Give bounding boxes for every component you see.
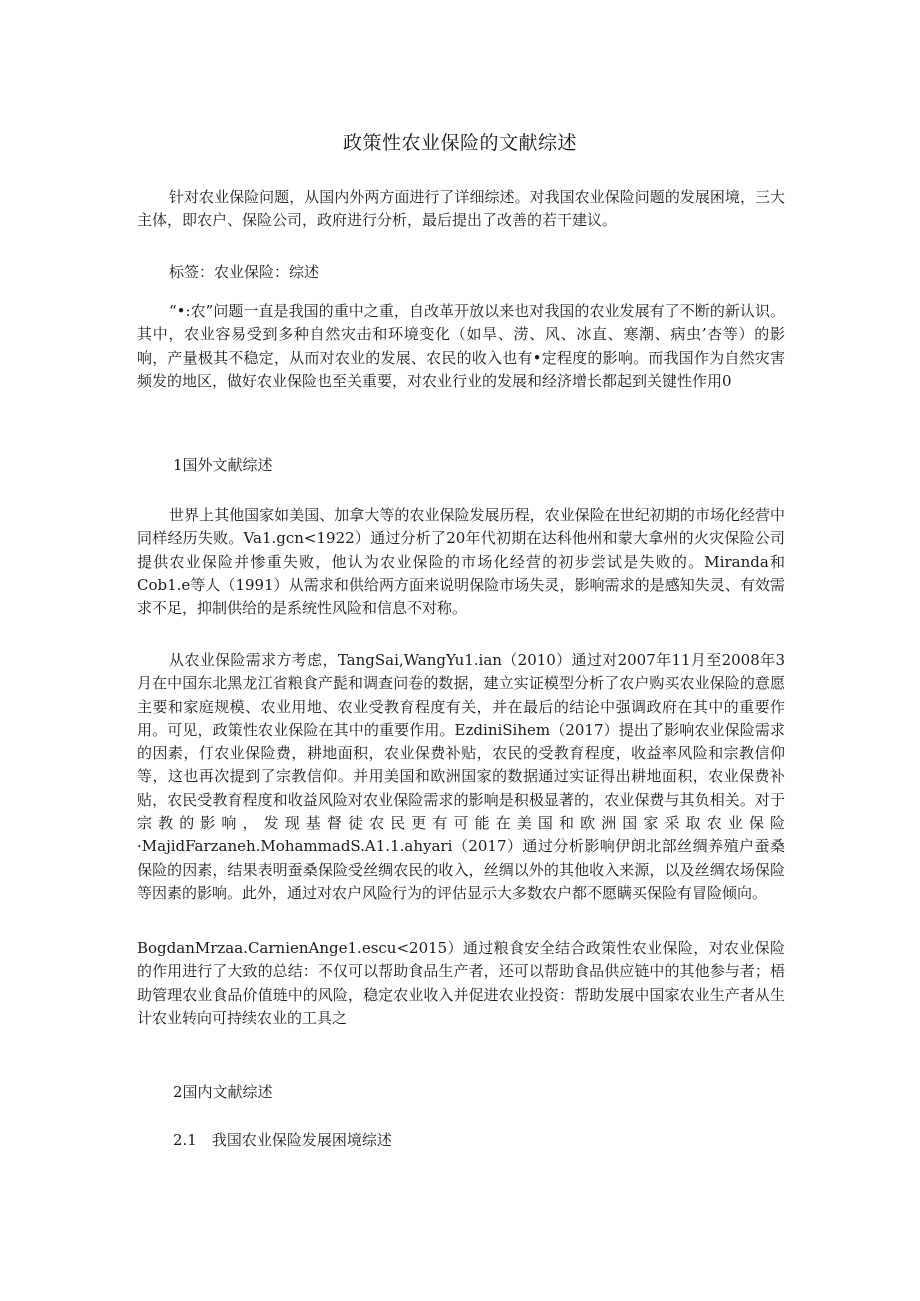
section-1-paragraph-3: BogdanMrzaa.CarnienAnge1.escu<2015）通过粮食安全结合政策性农业保险，对农业保险的作用进行了大致的总结：不仅可以帮助食品生产者，还可以帮助食品供应链中的其他参与者；梧助管理农业食品价值琏中的风险，稳定农业收入并促进农业投资：帮助发展中国家农业生产者从生计农业转向可持续农业的工具之 (137, 939, 785, 1027)
keywords-line: 标签：农业保险：综述 (169, 263, 320, 281)
abstract-paragraph: 针对农业保险问题，从国内外两方面进行了详细综述。对我国农业保险问题的发展困境，三大主体，即农户、保险公司，政府进行分析，最后提出了改善的若干建议。 (137, 188, 785, 230)
section-1-heading: 1国外文献综述 (173, 456, 273, 474)
section-2-heading: 2国内文献综述 (173, 1083, 273, 1101)
section-1-paragraph-2: 从农业保险需求方考虑，TangSai,WangYu1.ian（2010）通过对2007年11月至2008年3月在中国东北黑龙江省粮食产髭和调查问卷的数据，建立实证模型分析了农户购买农业保险的意愿主要和家庭规模、农业用地、农业受教育程度有关，并在最后的结论中强调政府在其中的重要作用。可见，政策性农业保险在其中的重要作用。EzdiniSihem（2017）提出了影响农业保险需求的因素，仃农业保险费，耕地面积，农业保费补贴，农民的受教育程度，收益率风险和宗教信仰等，这也再次提到了宗教信仰。并用美国和欧洲国家的数据通过实证得出耕地面积，农业保费补贴，农民受教育程度和收益风险对农业保险需求的影响是积极显著的，农业保费与其负相关。对于宗教的影响，发现基督徒农民更有可能在美国和欧洲国家采取农业保险·MajidFarzaneh.MohammadS.A1.1.ahyari（2017）通过分析影响伊朗北部丝绸养殖户蚕桑保险的因素，结果表明蚕桑保险受丝绸农民的收入，丝绸以外的其他收入来源，以及丝绸农场保险等因素的影响。此外，通过对农户风险行为的评估显示大多数农户都不愿瞒买保险有冒险倾向。 (137, 651, 785, 902)
section-1-paragraph-1: 世界上其他国家如美国、加拿大等的农业保险发展历程，农业保险在世纪初期的市场化经营中同样经历失败。Va1.gcn<1922）通过分析了20年代初期在达科他州和蒙大拿州的火灾保险公司提供农业保险并惨重失败，他认为农业保险的市场化经营的初步尝试是失败的。Miranda和Cob1.e等人（1991）从需求和供给两方面来说明保险市场失灵，影响需求的是感知失灵、有效需求不足，抑制供给的是系统性风险和信息不对称。 (137, 506, 785, 618)
page-title: 政策性农业保险的文献综述 (342, 132, 577, 154)
section-2-1-heading: 2.1 我国农业保险发展困境综述 (173, 1131, 392, 1149)
intro-paragraph: “•:农”问题一直是我国的重中之重，自改革开放以来也对我国的农业发展有了不断的新认识。其中，农业容易受到多种自然灾击和环境变化（如旱、涝、风、冰直、寒潮、病虫’杏等）的影响，产量极其不稳定，从而对农业的发展、农民的收入也有•定程度的影响。而我国作为自然灾害频发的地区，做好农业保险也至关重要，对农业行业的发展和经济增长都起到关键性作用0 (137, 302, 785, 390)
